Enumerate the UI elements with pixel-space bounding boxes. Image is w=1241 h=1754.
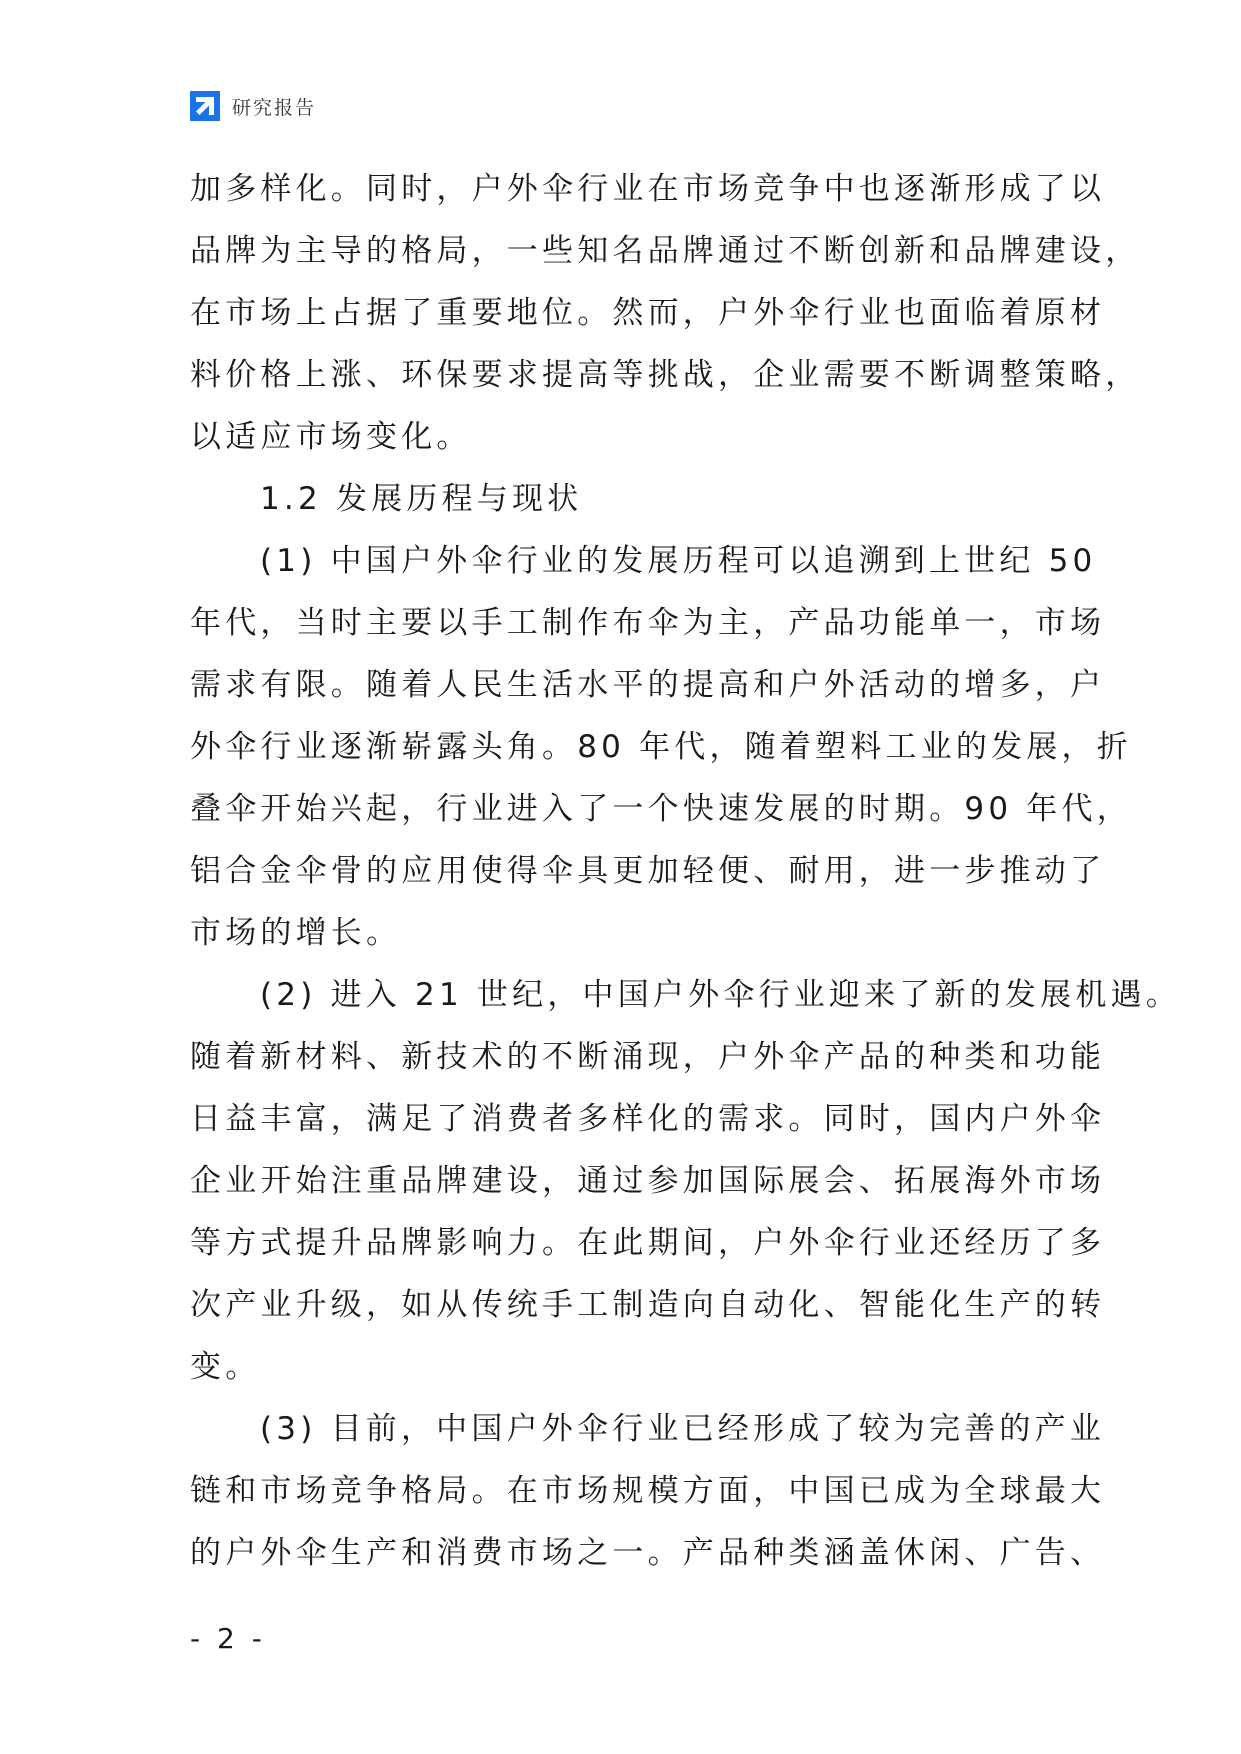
body-line: 次产业升级，如从传统手工制造向自动化、智能化生产的转	[190, 1287, 1106, 1323]
body-line: 随着新材料、新技术的不断涌现，户外伞产品的种类和功能	[190, 1039, 1106, 1075]
body-line: 的户外伞生产和消费市场之一。产品种类涵盖休闲、广告、	[190, 1535, 1106, 1571]
body-line: 变。	[190, 1349, 261, 1385]
body-line: 叠伞开始兴起，行业进入了一个快速发展的时期。90 年代，	[190, 791, 1132, 827]
body-line: 加多样化。同时，户外伞行业在市场竞争中也逐渐形成了以	[190, 171, 1106, 207]
document-header	[190, 90, 316, 122]
body-line: 铝合金伞骨的应用使得伞具更加轻便、耐用，进一步推动了	[190, 853, 1106, 889]
body-line: 以适应市场变化。	[190, 419, 472, 455]
body-line: 年代，当时主要以手工制作布伞为主，产品功能单一，市场	[190, 605, 1106, 641]
document-body	[190, 158, 1181, 1584]
body-line: 外伞行业逐渐崭露头角。80 年代，随着塑料工业的发展，折	[190, 729, 1132, 765]
body-line: (3) 目前，中国户外伞行业已经形成了较为完善的产业	[260, 1411, 1105, 1447]
body-line: 企业开始注重品牌建设，通过参加国际展会、拓展海外市场	[190, 1163, 1106, 1199]
body-line: 品牌为主导的格局，一些知名品牌通过不断创新和品牌建设，	[190, 233, 1141, 269]
body-line: 市场的增长。	[190, 915, 402, 951]
page-number: - 2 -	[190, 1622, 266, 1655]
diagonal-arrow-logo-icon	[190, 91, 220, 121]
body-line: (2) 进入 21 世纪，中国户外伞行业迎来了新的发展机遇。	[260, 977, 1181, 1013]
body-line: 链和市场竞争格局。在市场规模方面，中国已成为全球最大	[190, 1473, 1106, 1509]
section-heading: 1.2 发展历程与现状	[260, 481, 583, 517]
body-line: (1) 中国户外伞行业的发展历程可以追溯到上世纪 50	[260, 543, 1097, 579]
body-line: 需求有限。随着人民生活水平的提高和户外活动的增多，户	[190, 667, 1106, 703]
body-line: 日益丰富，满足了消费者多样化的需求。同时，国内户外伞	[190, 1101, 1106, 1137]
body-line: 等方式提升品牌影响力。在此期间，户外伞行业还经历了多	[190, 1225, 1106, 1261]
body-line: 料价格上涨、环保要求提高等挑战，企业需要不断调整策略，	[190, 357, 1141, 393]
document-header-title: 研究报告	[232, 96, 317, 119]
body-line: 在市场上占据了重要地位。然而，户外伞行业也面临着原材	[190, 295, 1106, 331]
